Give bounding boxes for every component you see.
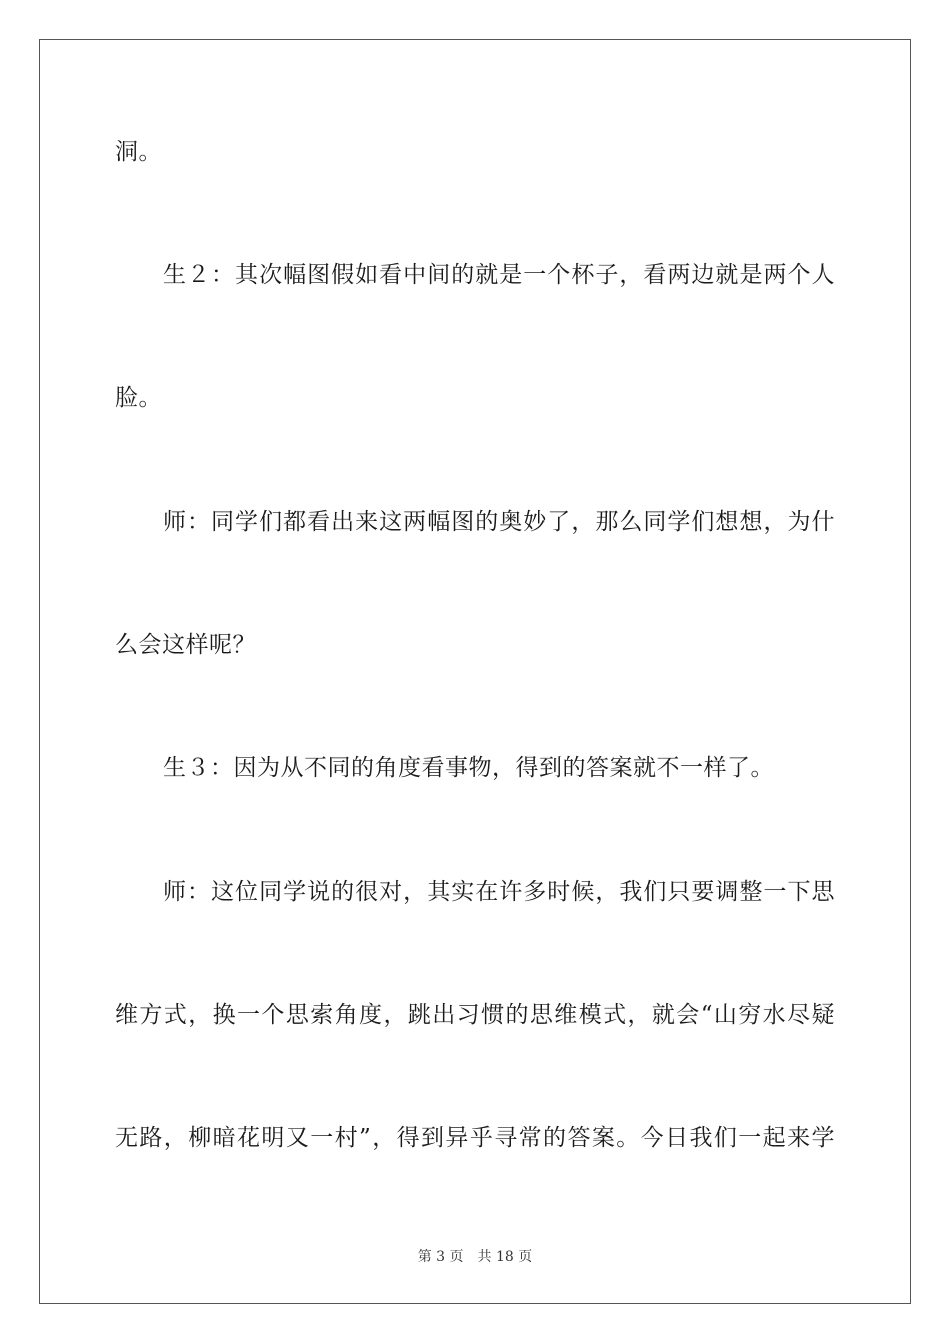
text-line-7: 师：这位同学说的很对，其实在许多时候，我们只要调整一下思 (163, 879, 835, 905)
page-footer (0, 1248, 950, 1266)
text-line-5: 么会这样呢？ (115, 632, 256, 658)
text-line-1: 洞。 (115, 139, 162, 165)
text-line-6: 生３：因为从不同的角度看事物，得到的答案就不一样了。 (163, 755, 774, 781)
page-total: 共 18 页 (477, 1249, 533, 1265)
text-line-2: 生２：其次幅图假如看中间的就是一个杯子，看两边就是两个人 (163, 262, 835, 288)
text-line-8: 维方式，换一个思索角度，跳出习惯的思维模式，就会“山穷水尽疑 (115, 1002, 835, 1028)
text-line-4: 师：同学们都看出来这两幅图的奥妙了，那么同学们想想，为什 (163, 509, 835, 535)
text-line-9: 无路，柳暗花明又一村”，得到异乎寻常的答案。今日我们一起来学 (115, 1125, 835, 1151)
page-border (39, 39, 911, 1304)
text-line-3: 脸。 (115, 385, 162, 411)
page-number: 第 3 页 (417, 1249, 464, 1265)
